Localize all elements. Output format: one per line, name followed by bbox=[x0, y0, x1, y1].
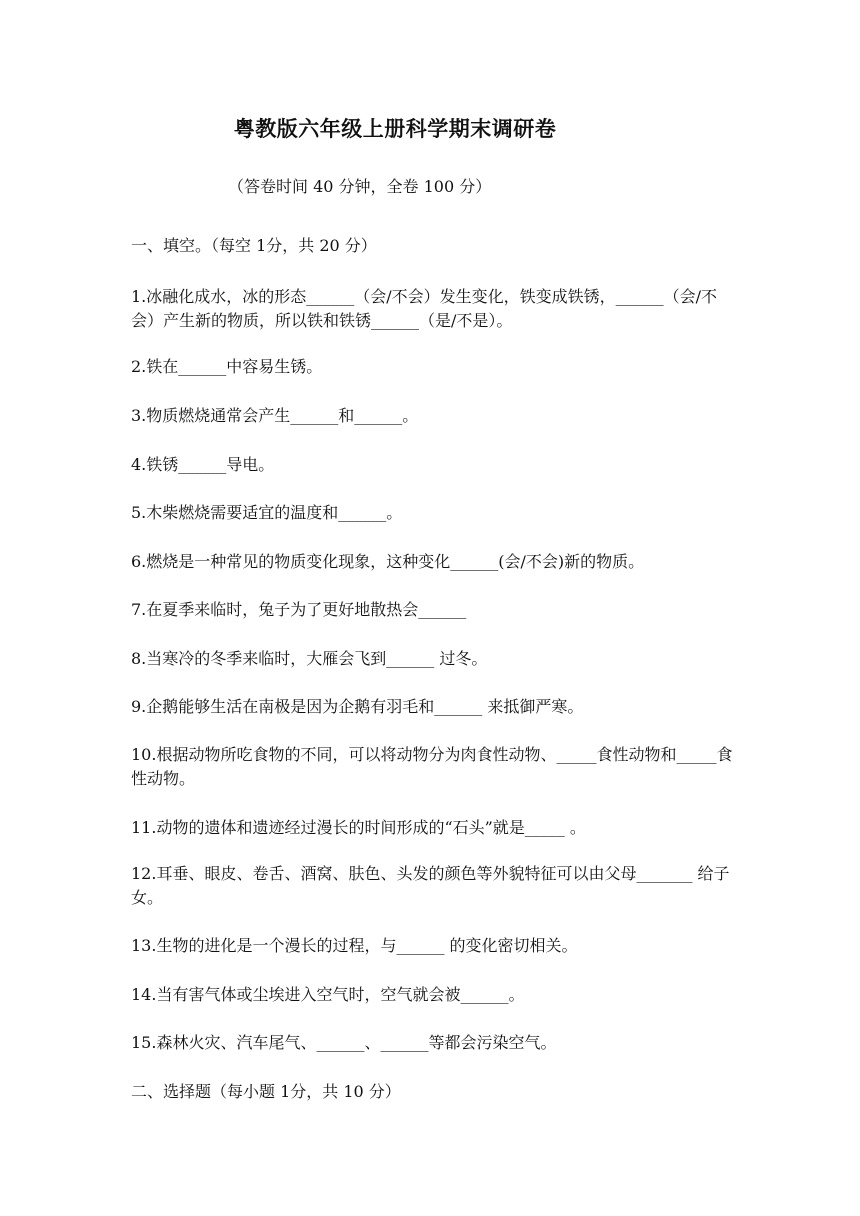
question-3: 3.物质燃烧通常会产生______和______。 bbox=[131, 406, 419, 425]
question-9: 9.企鹅能够生活在南极是因为企鹅有羽毛和______ 来抵御严寒。 bbox=[131, 697, 584, 716]
question-15: 15.森林火灾、汽车尾气、______、______等都会污染空气。 bbox=[131, 1033, 557, 1052]
question-4: 4.铁锈______导电。 bbox=[131, 455, 275, 474]
section-heading-fill-blank: 一、填空。（每空 1分，共 20 分） bbox=[131, 236, 377, 255]
question-11: 11.动物的遗体和遗迹经过漫长的时间形成的“石头”就是_____ 。 bbox=[131, 818, 586, 837]
question-2: 2.铁在______中容易生锈。 bbox=[131, 357, 323, 376]
question-1: 1.冰融化成水，冰的形态______（会/不会）发生变化，铁变成铁锈，______（会/不会）产生新的物质，所以铁和铁锈______（是/不是）。 bbox=[131, 287, 718, 330]
question-12: 12.耳垂、眼皮、卷舌、酒窝、肤色、头发的颜色等外貌特征可以由父母_______ 给子女。 bbox=[131, 864, 730, 907]
page-title: 粤教版六年级上册科学期末调研卷 bbox=[233, 117, 557, 141]
question-10: 10.根据动物所吃食物的不同，可以将动物分为肉食性动物、_____食性动物和_____食性动物。 bbox=[131, 745, 733, 788]
question-7: 7.在夏季来临时，兔子为了更好地散热会______ bbox=[131, 600, 467, 619]
section-heading-multiple-choice: 二、选择题（每小题 1分，共 10 分） bbox=[131, 1082, 401, 1101]
question-6: 6.燃烧是一种常见的物质变化现象，这种变化______(会/不会)新的物质。 bbox=[131, 552, 645, 571]
question-8: 8.当寒冷的冬季来临时，大雁会飞到______ 过冬。 bbox=[131, 649, 488, 668]
question-14: 14.当有害气体或尘埃进入空气时，空气就会被______。 bbox=[131, 985, 525, 1004]
question-13: 13.生物的进化是一个漫长的过程，与______ 的变化密切相关。 bbox=[131, 936, 578, 955]
question-5: 5.木柴燃烧需要适宜的温度和______。 bbox=[131, 503, 403, 522]
exam-info: （答卷时间 40 分钟，全卷 100 分） bbox=[228, 177, 492, 196]
